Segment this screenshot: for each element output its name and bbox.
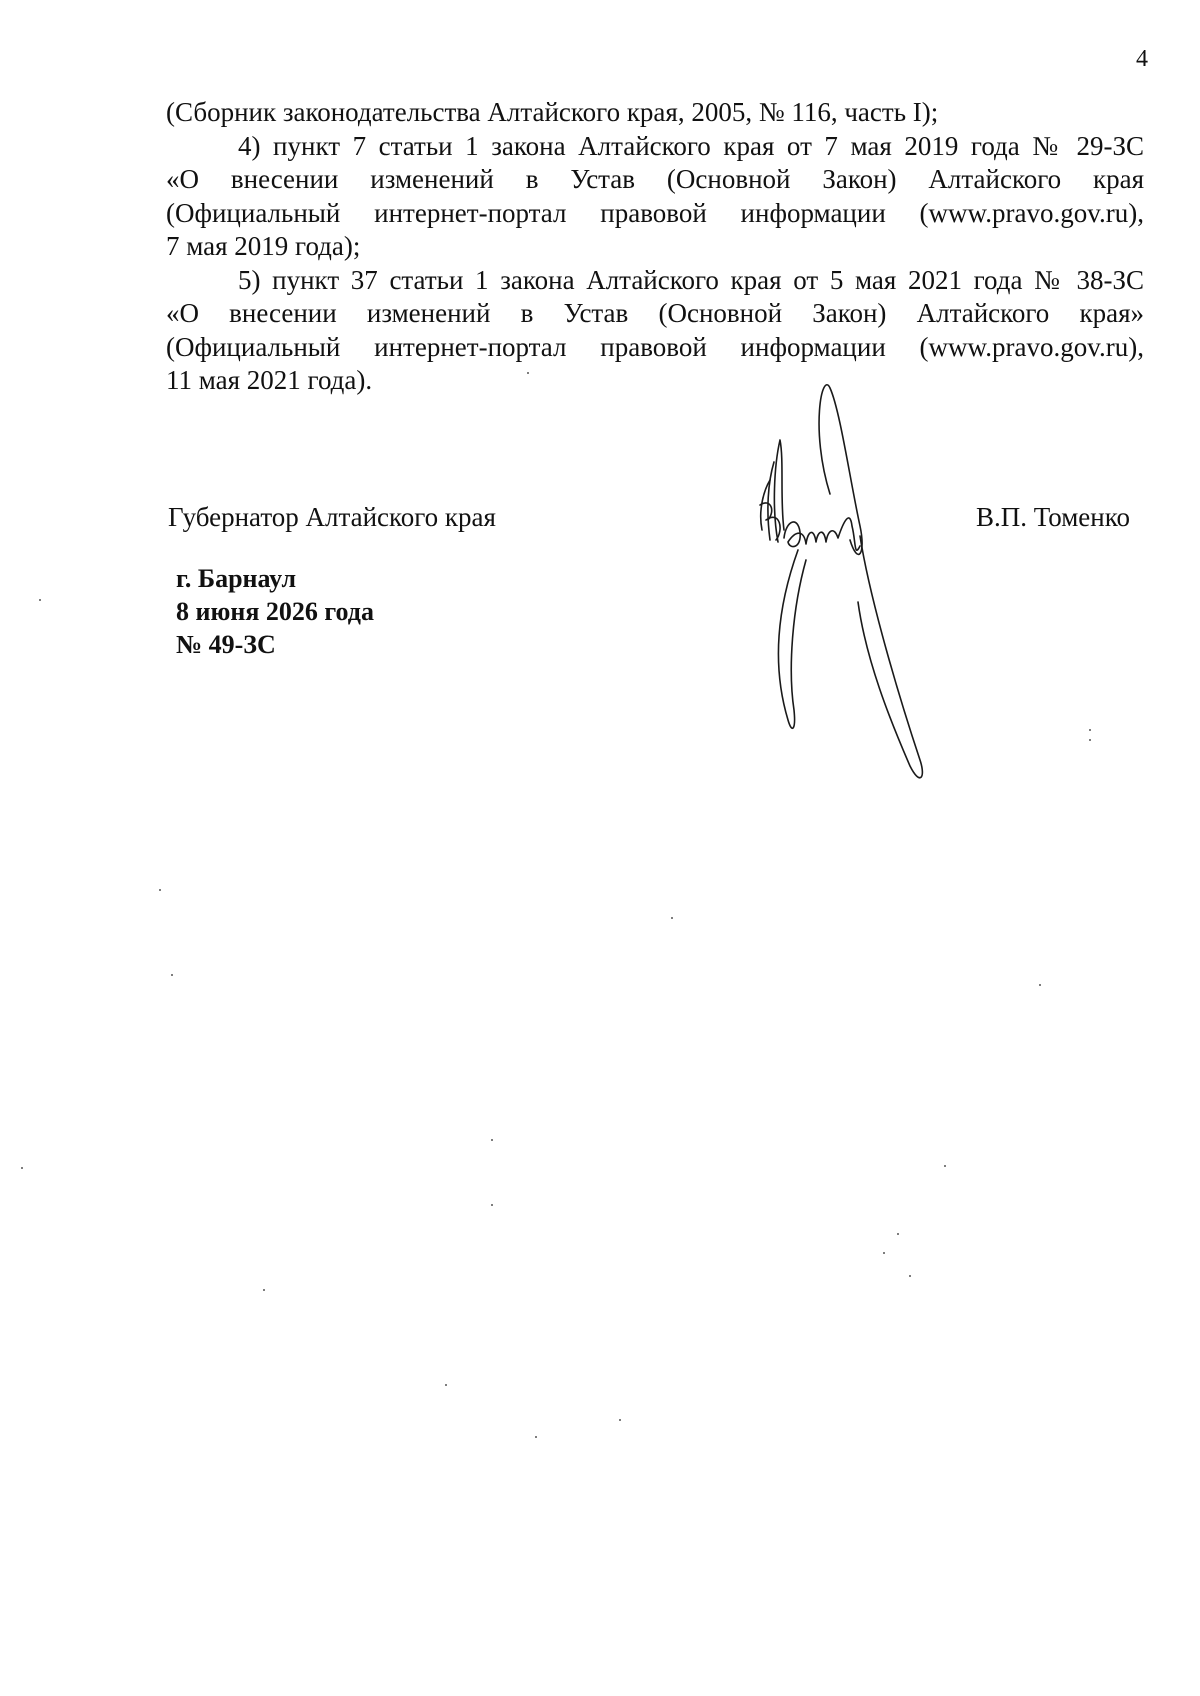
signatory-name: В.П. Томенко	[976, 502, 1130, 532]
law-number: № 49-ЗС	[176, 630, 276, 659]
body-line-2: 4) пункт 7 статьи 1 закона Алтайского края от 7 мая 2019 года № 29-ЗС	[238, 130, 1144, 161]
body-line-7: «О внесении изменений в Устав (Основной Закон) Алтайского края»	[166, 298, 1144, 328]
body-line-9: 11 мая 2021 года).	[166, 365, 373, 395]
handwritten-signature	[740, 370, 960, 800]
body-line-8: (Официальный интернет-портал правовой информации (www.pravo.gov.ru),	[166, 331, 1144, 362]
page-number: 4	[1136, 46, 1148, 72]
body-line-6: 5) пункт 37 статьи 1 закона Алтайского края от 5 мая 2021 года № 38-ЗС	[238, 264, 1144, 295]
city: г. Барнаул	[176, 564, 297, 593]
body-line-1: (Сборник законодательства Алтайского края, 2005, № 116, часть I);	[166, 97, 939, 127]
body-line-3: «О внесении изменений в Устав (Основной Закон) Алтайского края	[166, 164, 1144, 194]
document-body	[166, 96, 1144, 398]
signing-date: 8 июня 2026 года	[176, 597, 374, 626]
body-line-5: 7 мая 2019 года);	[166, 231, 361, 261]
place-date-block	[176, 562, 374, 661]
signatory-title: Губернатор Алтайского края	[168, 502, 496, 532]
body-line-4: (Официальный интернет-портал правовой информации (www.pravo.gov.ru),	[166, 197, 1144, 228]
